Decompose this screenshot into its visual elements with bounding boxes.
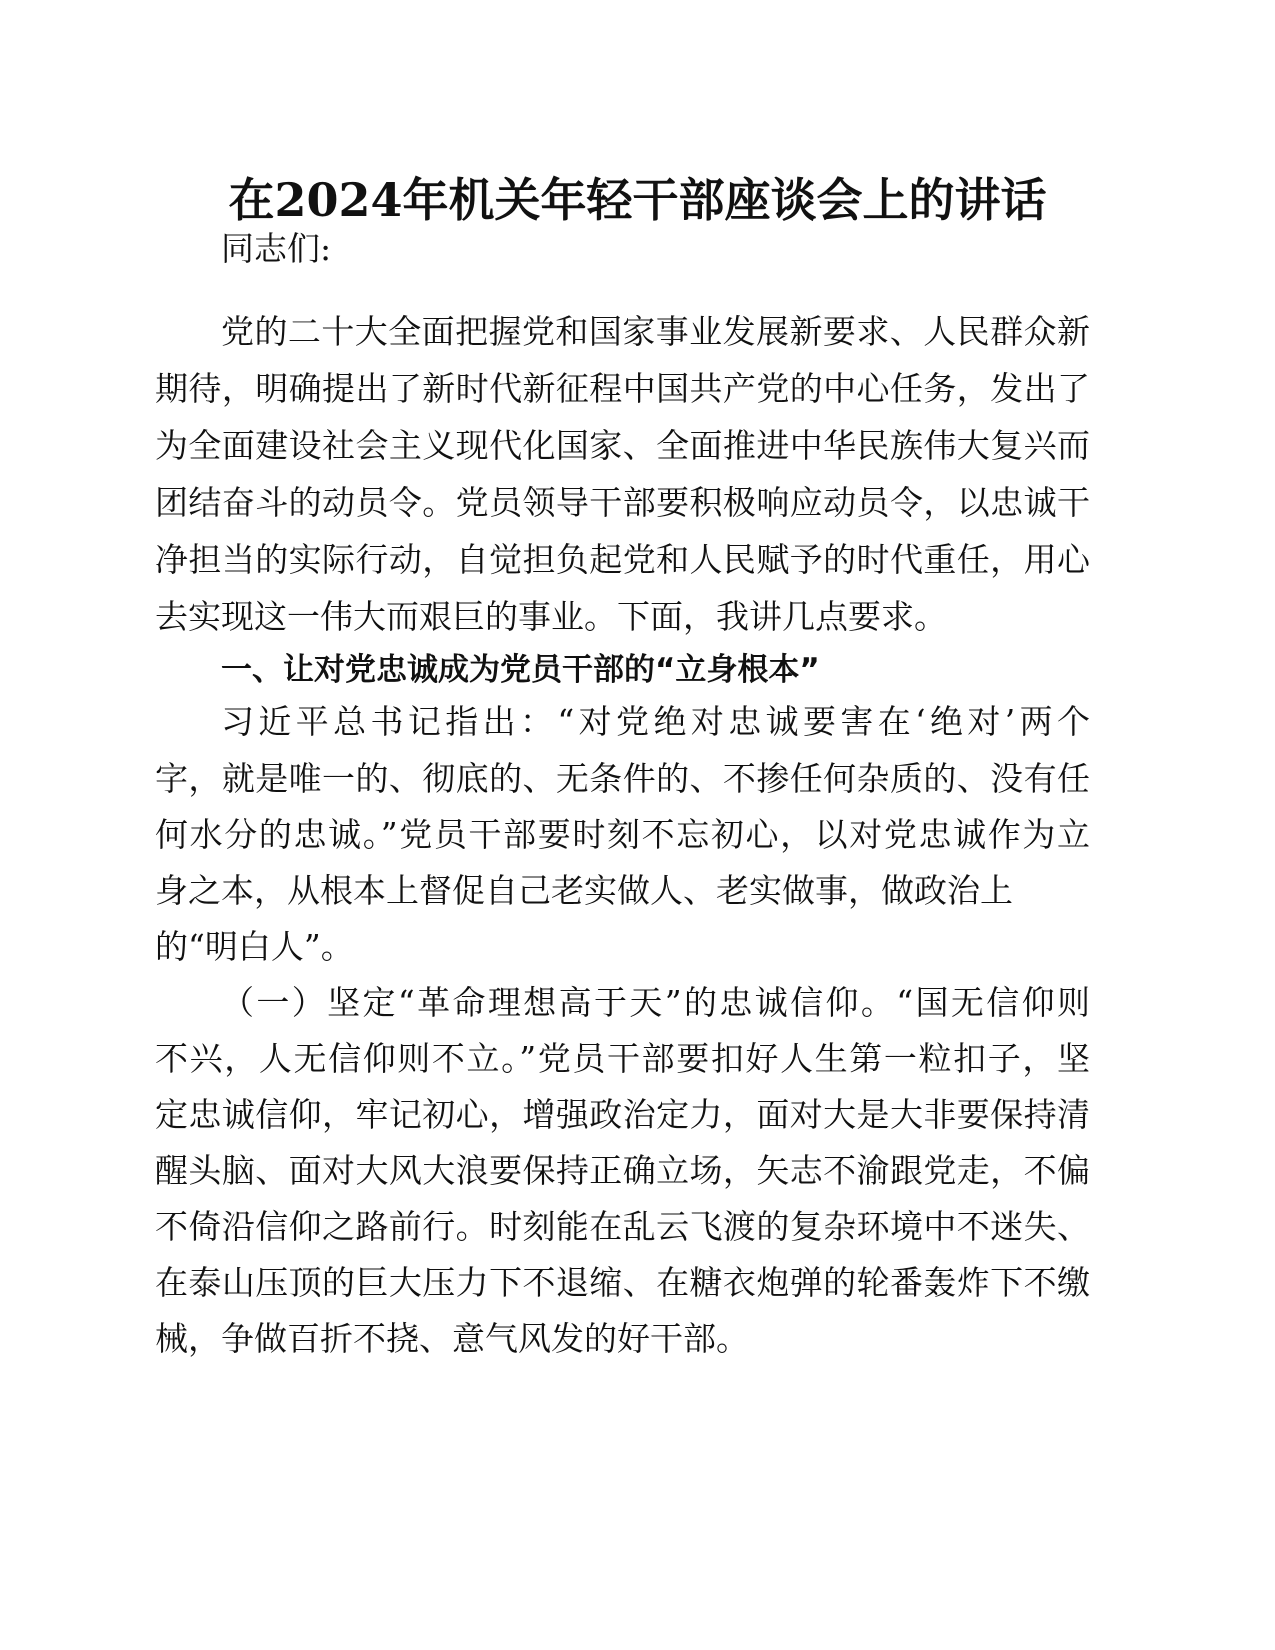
paragraph-line: 何水分的忠诚。”党员干部要时刻不忘初心，以对党忠诚作为立 — [155, 815, 1090, 854]
paragraph-line: 不倚沿信仰之路前行。时刻能在乱云飞渡的复杂环境中不迷失、 — [155, 1207, 1090, 1246]
paragraph-line: 在泰山压顶的巨大压力下不退缩、在糖衣炮弹的轮番轰炸下不缴 — [155, 1263, 1090, 1302]
paragraph-line: 定忠诚信仰，牢记初心，增强政治定力，面对大是大非要保持清 — [155, 1095, 1090, 1134]
paragraph-line: 醒头脑、面对大风大浪要保持正确立场，矢志不渝跟党走，不偏 — [155, 1151, 1090, 1190]
paragraph-line: 净担当的实际行动，自觉担负起党和人民赋予的时代重任，用心 — [155, 540, 1090, 579]
salutation: 同志们: — [221, 229, 332, 268]
paragraph-line: 为全面建设社会主义现代化国家、全面推进中华民族伟大复兴而 — [155, 426, 1090, 465]
paragraph-line: 不兴，人无信仰则不立。”党员干部要扣好人生第一粒扣子，坚 — [155, 1039, 1090, 1078]
subsection-line: （一）坚定“革命理想高于天”的忠诚信仰。“国无信仰则 — [221, 983, 1090, 1022]
paragraph-line: 习近平总书记指出：“对党绝对忠诚要害在‘绝对’两个 — [221, 702, 1090, 741]
paragraph-line: 期待，明确提出了新时代新征程中国共产党的中心任务，发出了 — [155, 369, 1090, 408]
section-heading: 一、让对党忠诚成为党员干部的“立身根本” — [221, 652, 820, 688]
paragraph-line: 的“明白人”。 — [155, 927, 354, 966]
document-title: 在2024年机关年轻干部座谈会上的讲话 — [228, 173, 1047, 227]
paragraph-line: 械，争做百折不挠、意气风发的好干部。 — [155, 1319, 749, 1358]
paragraph-line: 字，就是唯一的、彻底的、无条件的、不掺任何杂质的、没有任 — [155, 759, 1090, 798]
paragraph-line: 身之本，从根本上督促自己老实做人、老实做事，做政治上 — [155, 871, 1013, 910]
paragraph-line: 党的二十大全面把握党和国家事业发展新要求、人民群众新 — [221, 312, 1090, 351]
paragraph-line: 团结奋斗的动员令。党员领导干部要积极响应动员令，以忠诚干 — [155, 483, 1090, 522]
paragraph-line: 去实现这一伟大而艰巨的事业。下面，我讲几点要求。 — [155, 597, 947, 636]
